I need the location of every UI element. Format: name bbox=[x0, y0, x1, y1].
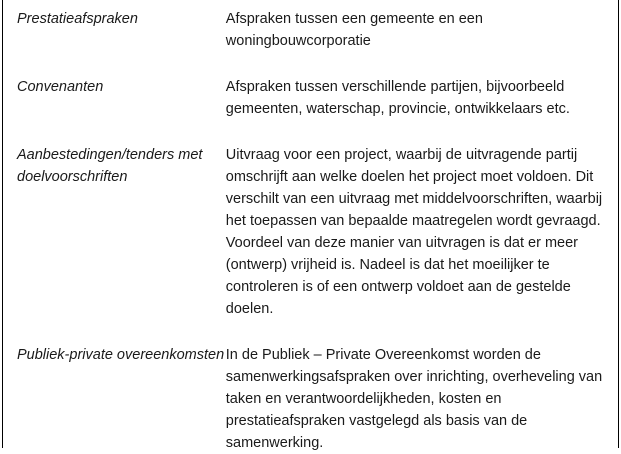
table-row-aanbestedingen bbox=[17, 144, 615, 320]
table-frame bbox=[2, 0, 619, 451]
table-row-prestatieafspraken bbox=[17, 8, 615, 52]
row-spacer bbox=[17, 120, 615, 144]
definition-cell: Afspraken tussen verschillende partijen, bijvoorbeeld gemeenten, waterschap, provincie, ontwikkelaars etc. bbox=[225, 79, 570, 117]
table-row-publiek-private bbox=[17, 344, 615, 454]
definition-cell: In de Publiek – Private Overeenkomst worden de samenwerkingsafspraken over inrichting, overheveling van taken en verantwoordelijkheden, kosten en prestatieafspraken vastgelegd als basis van de samenwerking. bbox=[225, 347, 603, 451]
definition-cell: Afspraken tussen een gemeente en een woningbouwcorporatie bbox=[225, 11, 483, 49]
term-cell: Convenanten bbox=[17, 79, 104, 95]
definition-cell: Uitvraag voor een project, waarbij de uitvragende partij omschrijft aan welke doelen het project moet voldoen. Dit verschilt van een uitvraag met middelvoorschriften, waarbij het toepassen van bepaalde maatregelen wordt gevraagd. Voordeel van deze manier van uitvragen is dat er meer (ontwerp) vrijheid is. Nadeel is dat het moeilijker te controleren is of een ontwerp voldoet aan de gestelde doelen. bbox=[225, 147, 603, 317]
term-cell: Publiek-private overeenkomsten bbox=[17, 347, 225, 363]
term-cell: Aanbestedingen/tenders met doelvoorschriften bbox=[17, 147, 203, 185]
table-row-convenanten bbox=[17, 76, 615, 120]
definition-table bbox=[17, 8, 615, 454]
row-spacer bbox=[17, 320, 615, 344]
term-cell: Prestatieafspraken bbox=[17, 11, 138, 27]
row-spacer bbox=[17, 52, 615, 76]
